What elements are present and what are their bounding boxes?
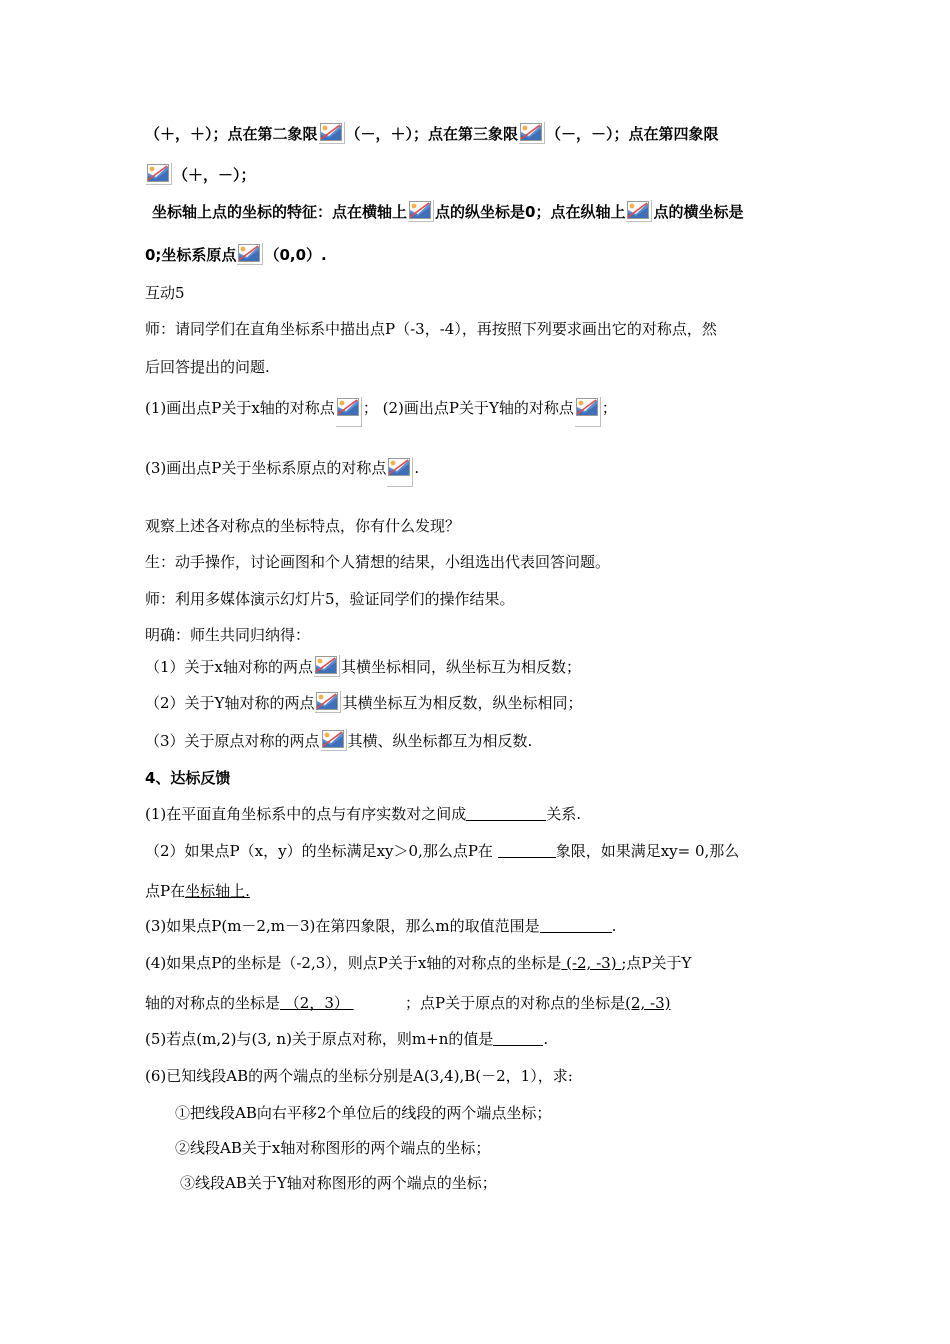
broken-image-icon [575, 397, 601, 427]
rule-text: （1）关于x轴对称的两点 [145, 658, 314, 676]
broken-image-icon [626, 200, 652, 222]
broken-image-icon [237, 243, 263, 265]
question-text: (4)如果点P的坐标是（-2,3），则点P关于x轴的对称点的坐标是 [145, 954, 562, 972]
task-text: ； [601, 399, 617, 417]
question-6-item-3: ③线段AB关于Y轴对称图形的两个端点的坐标； [180, 1174, 497, 1192]
broken-image-icon [315, 691, 341, 713]
answer-filled: 坐标轴上. [185, 882, 250, 900]
answer-blank[interactable] [498, 841, 556, 858]
broken-image-icon [336, 397, 362, 427]
question-text: 轴的对称点的坐标是 [145, 994, 281, 1012]
question-text: 象限，如果满足xy= 0,那么 [555, 842, 740, 860]
rule-1 [145, 655, 581, 678]
summary-text: 点的纵坐标是0；点在纵轴上 [435, 203, 626, 221]
summary-text: 点的横坐标是 [653, 203, 744, 221]
answer-blank[interactable] [540, 916, 612, 933]
summary-line-2 [145, 163, 256, 186]
question-2-cont [145, 880, 250, 902]
teacher-prompt-1: 师：请同学们在直角坐标系中描出点P（-3，-4），再按照下列要求画出它的对称点，然 [145, 320, 717, 338]
clarify-label: 明确：师生共同归纳得： [145, 626, 311, 644]
broken-image-icon [387, 457, 413, 487]
rule-text: 其横坐标相同，纵坐标互为相反数； [341, 658, 582, 676]
broken-image-icon [319, 122, 345, 144]
rule-text: （2）关于Y轴对称的两点 [145, 694, 315, 712]
feedback-heading: 4、达标反馈 [145, 769, 231, 787]
question-4-cont [145, 992, 683, 1014]
summary-line-1 [145, 122, 719, 145]
question-6-item-2: ②线段AB关于x轴对称图形的两个端点的坐标； [175, 1139, 491, 1157]
teacher-verify: 师：利用多媒体演示幻灯片5，验证同学们的操作结果。 [145, 590, 515, 608]
summary-text: 坐标轴上点的坐标的特征：点在横轴上 [152, 203, 408, 221]
question-6-item-1: ①把线段AB向右平移2个单位后的线段的两个端点坐标； [175, 1104, 552, 1122]
section-title: 互动5 [145, 284, 185, 302]
question-text: ；点P关于原点的对称点的坐标是 [405, 994, 626, 1012]
rule-2 [145, 691, 582, 714]
teacher-prompt-2: 后回答提出的问题. [145, 358, 270, 376]
task-text: ； [362, 399, 378, 417]
question-text: (3)如果点P(m－2,m－3)在第四象限，那么m的取值范围是 [145, 917, 540, 935]
summary-text: （0,0）. [264, 246, 327, 264]
summary-text: 0;坐标系原点 [145, 246, 237, 264]
question-2 [145, 840, 739, 862]
rule-text: 其横、纵坐标都互为相反数. [347, 732, 533, 750]
task-text: (1)画出点P关于x轴的对称点 [145, 399, 335, 417]
student-answer: 生：动手操作，讨论画图和个人猜想的结果，小组选出代表回答问题。 [145, 553, 611, 571]
summary-text: （＋，－）； [173, 166, 256, 184]
summary-text: （－，＋）；点在第三象限 [345, 125, 519, 143]
question-5 [145, 1028, 548, 1050]
rule-text: 其横坐标互为相反数，纵坐标相同； [342, 694, 583, 712]
observe-question: 观察上述各对称点的坐标特点，你有什么发现？ [145, 517, 461, 535]
summary-text: （－，－）；点在第四象限 [546, 125, 719, 143]
question-6: (6)已知线段AB的两个端点的坐标分别是A(3,4),B(－2，1），求: [145, 1067, 573, 1085]
broken-image-icon [321, 729, 347, 751]
broken-image-icon [519, 122, 545, 144]
question-text: 关系. [546, 805, 582, 823]
broken-image-icon [408, 200, 434, 222]
answer-filled: (2, -3) [625, 994, 671, 1012]
summary-line-3 [152, 200, 743, 223]
question-text: 点P在 [145, 882, 186, 900]
task-line-1 [145, 397, 617, 427]
question-text: （2）如果点P（x，y）的坐标满足xy＞0,那么点P在 [145, 842, 498, 860]
question-4 [145, 952, 691, 974]
question-1 [145, 803, 581, 825]
summary-text: （＋，＋）；点在第二象限 [145, 125, 318, 143]
rule-text: （3）关于原点对称的两点 [145, 732, 320, 750]
answer-filled: （2，3） [280, 994, 354, 1012]
task-line-2 [145, 457, 419, 487]
question-text: . [543, 1030, 549, 1048]
answer-blank[interactable] [466, 804, 546, 821]
question-text: ;点P关于Y [621, 954, 692, 972]
task-text: (3)画出点P关于坐标系原点的对称点 [145, 459, 387, 477]
question-text: . [611, 917, 617, 935]
broken-image-icon [146, 163, 172, 185]
question-text: (5)若点(m,2)与(3, n)关于原点对称，则m+n的值是 [145, 1030, 494, 1048]
summary-line-4 [145, 243, 327, 266]
question-3 [145, 915, 616, 937]
question-text: (1)在平面直角坐标系中的点与有序实数对之间成 [145, 805, 467, 823]
answer-filled: (-2, -3) [561, 954, 622, 972]
task-text: (2)画出点P关于Y轴的对称点 [382, 399, 574, 417]
answer-blank[interactable] [493, 1029, 543, 1046]
rule-3 [145, 729, 532, 752]
task-text: . [414, 459, 420, 477]
broken-image-icon [314, 655, 340, 677]
